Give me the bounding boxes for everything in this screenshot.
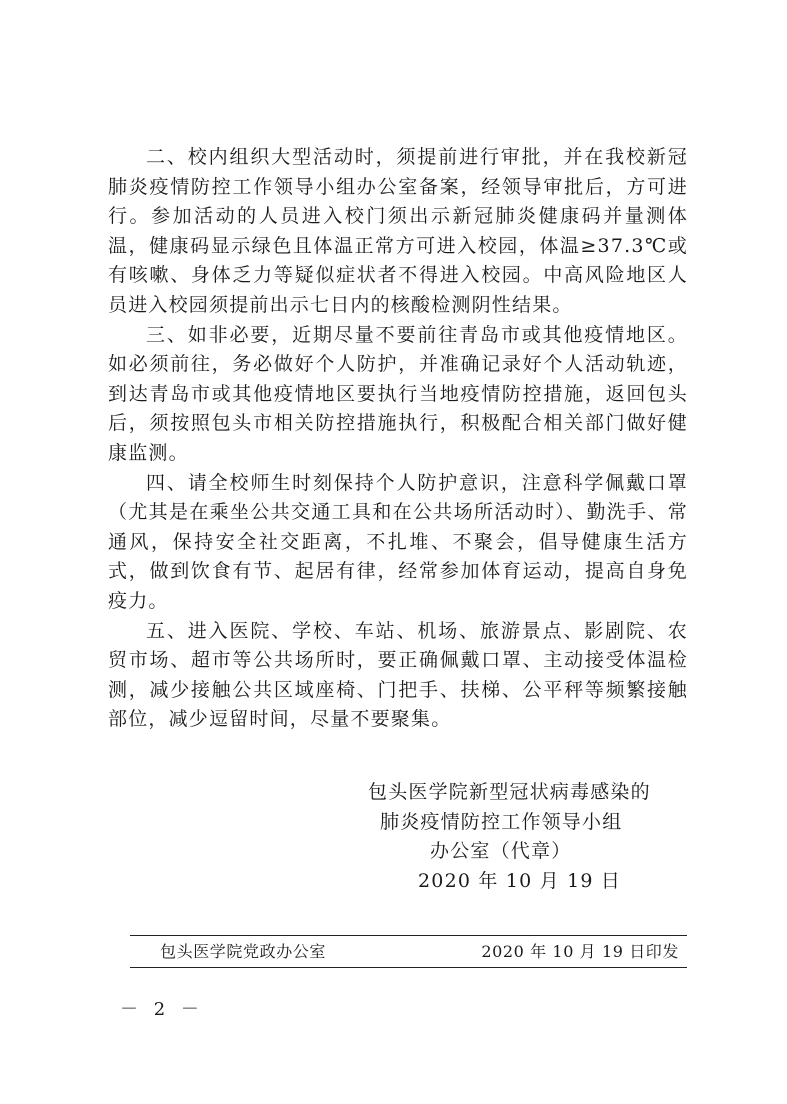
footer-top-rule bbox=[130, 935, 687, 936]
footer-issuer: 包头医学院党政办公室 bbox=[160, 942, 327, 961]
signature-block bbox=[330, 778, 710, 896]
signature-org-line-2: 肺炎疫情防控工作领导小组 bbox=[380, 810, 623, 833]
document-body bbox=[108, 143, 688, 735]
signature-date: 2020 年 10 月 19 日 bbox=[418, 869, 622, 892]
paragraph-section-5: 五、进入医院、学校、车站、机场、旅游景点、影剧院、农贸市场、超市等公共场所时，要正确佩戴口罩、主动接受体温检测，减少接触公共区域座椅、门把手、扶梯、公平秤等频繁接触部位，减少逗留时间，尽量不要聚集。 bbox=[108, 619, 688, 731]
footer-issue-date: 2020 年 10 月 19 日印发 bbox=[481, 942, 679, 961]
page-number: － 2 － bbox=[120, 999, 204, 1020]
signature-office: 办公室（代章） bbox=[430, 840, 572, 863]
signature-org-line-1: 包头医学院新型冠状病毒感染的 bbox=[368, 781, 651, 803]
paragraph-section-2: 二、校内组织大型活动时，须提前进行审批，并在我校新冠肺炎疫情防控工作领导小组办公室备案，经领导审批后，方可进行。参加活动的人员进入校门须出示新冠肺炎健康码并量测体温，健康码显示绿色且体温正常方可进入校园，体温≥37.3℃或有咳嗽、身体乏力等疑似症状者不得进入校园。中高风险地区人员进入校园须提前出示七日内的核酸检测阴性结果。 bbox=[108, 146, 688, 316]
paragraph-section-3: 三、如非必要，近期尽量不要前往青岛市或其他疫情地区。如必须前往，务必做好个人防护，并准确记录好个人活动轨迹，到达青岛市或其他疫情地区要执行当地疫情防控措施，返回包头后，须按照包头市相关防控措施执行，积极配合相关部门做好健康监测。 bbox=[108, 323, 688, 464]
paragraph-section-4: 四、请全校师生时刻保持个人防护意识，注意科学佩戴口罩（尤其是在乘坐公共交通工具和在公共场所活动时）、勤洗手、常通风，保持安全社交距离，不扎堆、不聚会，倡导健康生活方式，做到饮食有节、起居有律，经常参加体育运动，提高自身免疫力。 bbox=[108, 471, 688, 612]
footer-bottom-rule bbox=[130, 967, 687, 968]
